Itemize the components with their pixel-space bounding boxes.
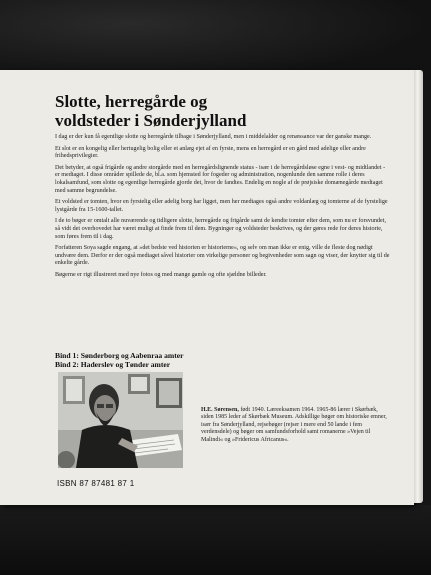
blurb-paragraph: Det betyder, at også frigårde og andre storgårde med en herregårdslignende status - især i de herregårdsløse egne i vest- og midtlandet - er medtaget. I disse områder spillede de, bl.a. som hjemsted for fogeder og administration, nogenlunde den samme rolle i deres lokalsamfund, som slotte og egentlige herregårde gjorde det, hvor de fandtes. Endelig en nogle af de prøjsiske domænegårde medtaget med samme begrundelse. bbox=[55, 164, 386, 194]
author-bio-text: født 1940. Læreeksamen 1964. 1965-86 lærer i Skørbæk, siden 1985 leder af Skørbæk Museum. Adskillige bøger om historiske emner, især fra Sønderjylland, rejsebøger (rejser i mere end 50 lande i fem verdensdele) og bøger om samfundsforhold samt romanerne »Vejen til Malindi« og »Fridericus Africanus«. bbox=[201, 407, 387, 443]
book-title bbox=[55, 92, 375, 130]
blurb-paragraph: Forfatteren Soya sagde engang, at »det bedste ved historien er historierne«, og selv om man ikke er enig, ville de fleste dog nødigt undvære dem. Derfor er der også medtaget såvel historier om virkelige personer og begivenheder som sagn og viser, der knytter sig til de enkelte gårde. bbox=[55, 245, 390, 267]
table-background-top bbox=[0, 0, 431, 80]
blurb-paragraph: I de to bøger er omtalt alle nuværende og tidligere slotte, herregårde og frigårde samt de kendte tomter efter dem, som nu er forsvundet, så vidt det overhovedet har været muligt at finde frem til dem. Bygninger og voldsteder beskrives, og der gøres rede for deres historie, som føres frem til i dag. bbox=[55, 218, 386, 240]
volume-2: Bind 2: Haderslev og Tønder amter bbox=[55, 360, 171, 369]
author-name: H.E. Sørensen, bbox=[201, 407, 239, 413]
volume-1: Bind 1: Sønderborg og Aabenraa amter bbox=[55, 351, 184, 360]
isbn-number: ISBN 87 87481 87 1 bbox=[57, 479, 135, 488]
blurb-paragraph: I dag er der kun få egentlige slotte og herregårde tilbage i Sønderjylland, men i middelalder og renæssance var der ganske mange. bbox=[55, 134, 372, 140]
blurb-text bbox=[55, 134, 391, 284]
blurb-paragraph: Et voldsted er tomten, hvor en fyrstelig eller adelig borg har ligget, men her medtages også andre voldanlæg og tomterne af de fyrstelige lystgårde fra 15-1600-tallet. bbox=[55, 199, 388, 213]
blurb-paragraph: Bøgerne er rigt illustreret med nye fotos og med mange gamle og ofte sjældne billeder. bbox=[55, 271, 267, 278]
title-line-2: voldsteder i Sønderjylland bbox=[55, 111, 247, 130]
table-background-bottom bbox=[0, 505, 431, 575]
author-photo-image bbox=[58, 372, 183, 468]
blurb-paragraph: Et slot er en kongelig eller hertugelig bolig eller et anlæg ejet af en fyrste, mens en herregård er en gård med adelige eller andre frihedsprivilegier. bbox=[55, 145, 366, 160]
title-line-1: Slotte, herregårde og bbox=[55, 92, 208, 111]
author-bio bbox=[201, 407, 391, 444]
volume-list bbox=[55, 351, 355, 369]
author-photo bbox=[58, 372, 183, 468]
book-spine bbox=[414, 70, 423, 503]
